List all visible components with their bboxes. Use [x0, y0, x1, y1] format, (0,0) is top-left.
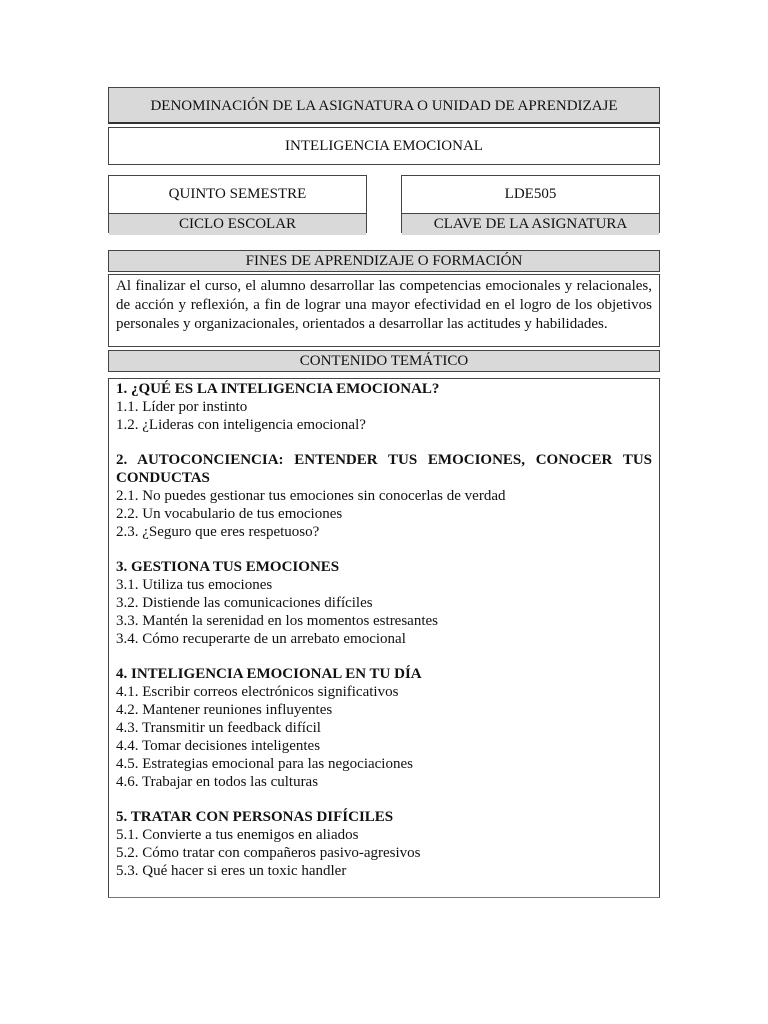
content-section [116, 665, 652, 791]
section-item: 3.3. Mantén la serenidad en los momentos estresantes [116, 613, 439, 629]
code-value: LDE505 [504, 186, 557, 202]
content-body [108, 378, 660, 898]
semester-value: QUINTO SEMESTRE [168, 186, 307, 202]
section-title: 1. ¿QUÉ ES LA INTELIGENCIA EMOCIONAL? [116, 381, 440, 397]
goals-text: Al finalizar el curso, el alumno desarrollar las competencias emocionales y relacionales, de acción y reflexión, a fin de lograr una mayor efectividad en el logro de los objetivos personales y organizacionales, orientados a desarrollar las actitudes y habilidades. [108, 274, 660, 347]
content-heading: CONTENIDO TEMÁTICO [108, 350, 660, 372]
goals-heading: FINES DE APRENDIZAJE O FORMACIÓN [108, 250, 660, 272]
section-item: 3.1. Utiliza tus emociones [116, 577, 273, 593]
section-item: 1.2. ¿Lideras con inteligencia emocional? [116, 417, 366, 433]
subject-name: INTELIGENCIA EMOCIONAL [108, 127, 660, 165]
section-title: 2. AUTOCONCIENCIA: ENTENDER TUS EMOCIONES, CONOCER TUS CONDUCTAS [116, 452, 652, 486]
content-section [116, 380, 652, 434]
section-item: 1.1. Líder por instinto [116, 399, 248, 415]
section-item: 2.3. ¿Seguro que eres respetuoso? [116, 524, 320, 540]
section-item: 4.4. Tomar decisiones inteligentes [116, 738, 321, 754]
section-title: 3. GESTIONA TUS EMOCIONES [116, 559, 340, 575]
section-item: 5.2. Cómo tratar con compañeros pasivo-agresivos [116, 845, 421, 861]
section-item: 3.2. Distiende las comunicaciones difíciles [116, 595, 373, 611]
section-item: 3.4. Cómo recuperarte de un arrebato emocional [116, 631, 406, 647]
section-title: 4. INTELIGENCIA EMOCIONAL EN TU DÍA [116, 666, 422, 682]
section-item: 4.2. Mantener reuniones influyentes [116, 702, 333, 718]
content-section [116, 808, 652, 880]
section-item: 4.3. Transmitir un feedback difícil [116, 720, 321, 736]
section-title: 5. TRATAR CON PERSONAS DIFÍCILES [116, 809, 394, 825]
document-title: DENOMINACIÓN DE LA ASIGNATURA O UNIDAD DE APRENDIZAJE [108, 87, 660, 124]
content-section [116, 558, 652, 648]
section-item: 4.5. Estrategias emocional para las negociaciones [116, 756, 413, 772]
semester-cell [108, 175, 367, 233]
code-label: CLAVE DE LA ASIGNATURA [402, 213, 659, 235]
section-item: 5.3. Qué hacer si eres un toxic handler [116, 863, 347, 879]
section-item: 2.1. No puedes gestionar tus emociones sin conocerlas de verdad [116, 488, 506, 504]
semester-label: CICLO ESCOLAR [109, 213, 366, 235]
section-item: 4.6. Trabajar en todos las culturas [116, 774, 319, 790]
content-section [116, 451, 652, 541]
section-item: 5.1. Convierte a tus enemigos en aliados [116, 827, 359, 843]
code-cell [401, 175, 660, 233]
section-item: 4.1. Escribir correos electrónicos significativos [116, 684, 399, 700]
section-item: 2.2. Un vocabulario de tus emociones [116, 506, 343, 522]
